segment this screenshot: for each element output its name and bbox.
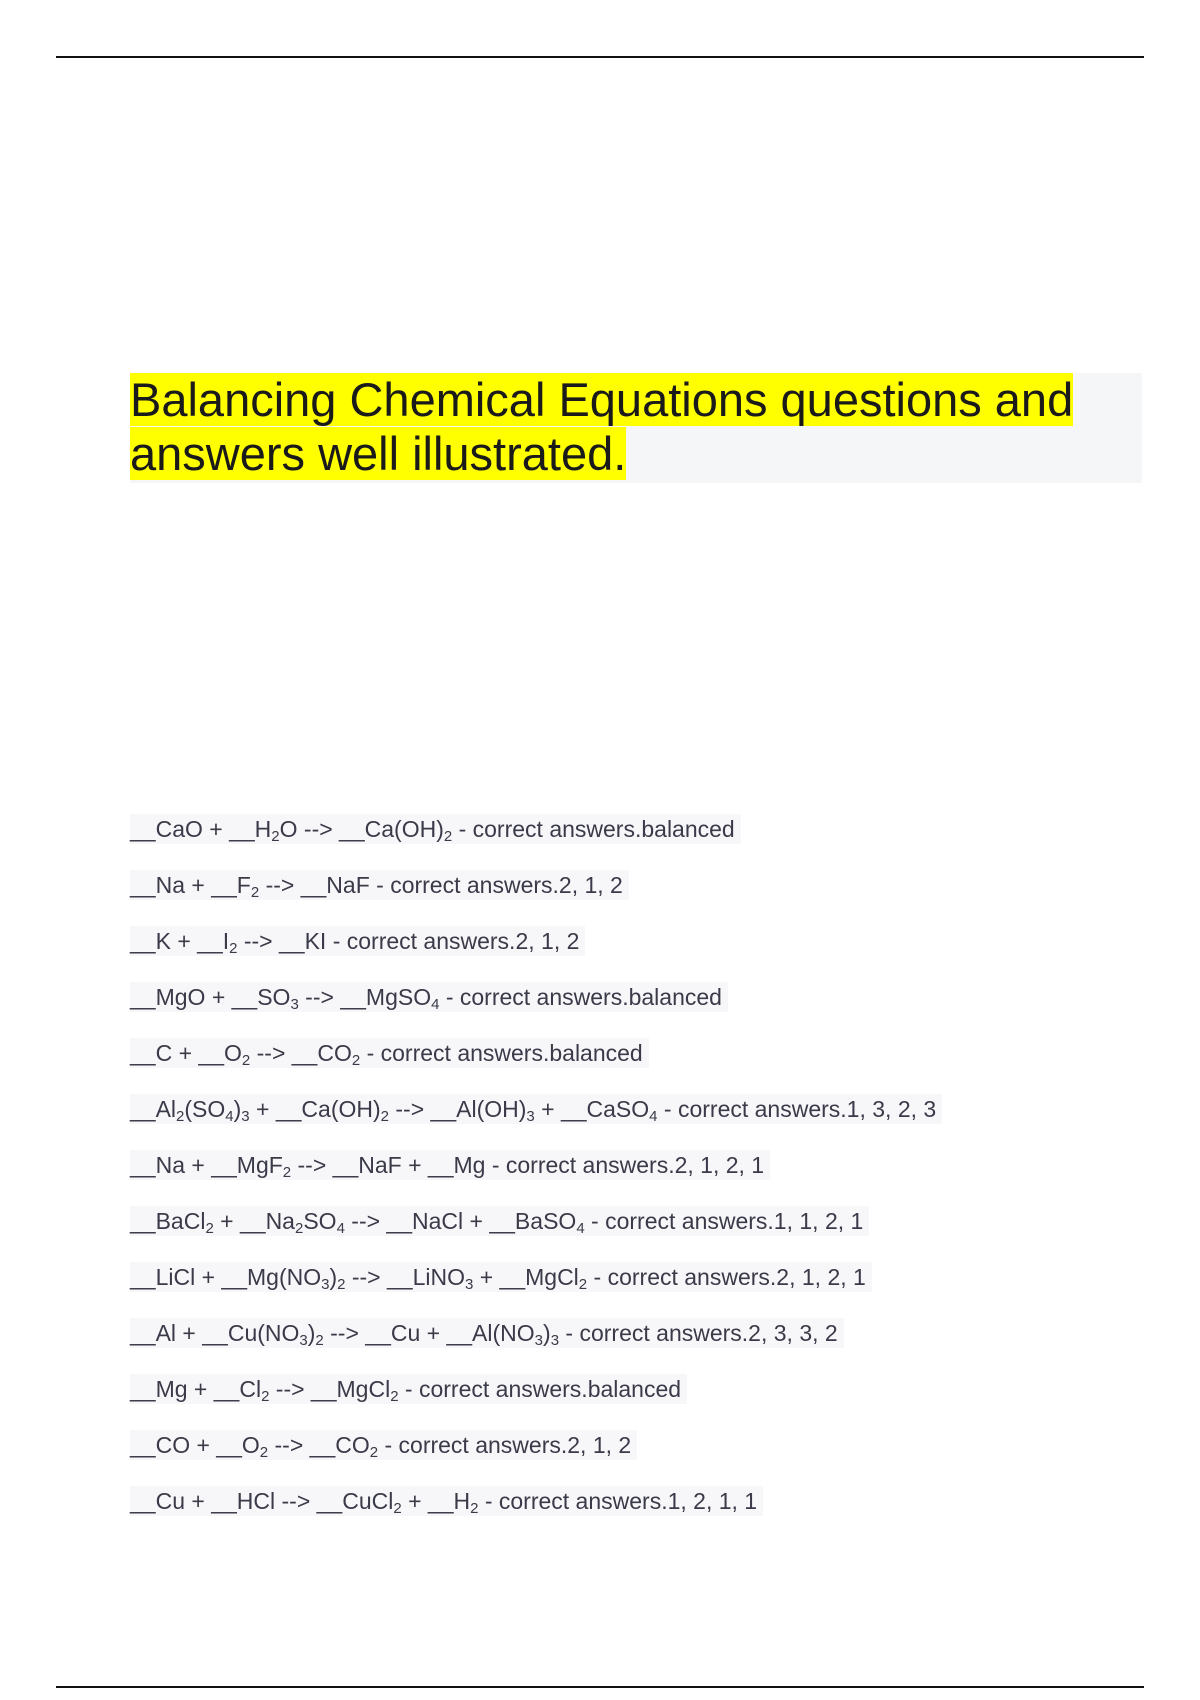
equation-text: - correct answers.1, 1, 2, 1 [584,1208,864,1234]
question-text [130,1150,770,1180]
equation-text: - correct answers.1, 3, 2, 3 [657,1096,937,1122]
document-title [130,373,1130,481]
question-text [130,982,728,1012]
title-block [130,373,1142,483]
question-item [130,1486,1130,1542]
subscript: 3 [464,1276,474,1293]
subscript: 2 [294,1220,304,1237]
subscript: 3 [241,1108,250,1125]
subscript: 2 [282,1164,292,1181]
question-item [130,1318,1130,1374]
equation-text: - correct answers.2, 3, 3, 2 [559,1320,838,1346]
question-text [130,1206,869,1236]
question-item [130,926,1130,982]
subscript: 2 [390,1388,399,1405]
equation-text: - correct answers.balanced [360,1040,643,1066]
subscript: 2 [470,1500,479,1517]
equation-text: --> __NaF - correct answers.2, 1, 2 [259,872,623,898]
equation-text: - correct answers.2, 1, 2, 1 [587,1264,866,1290]
question-item [130,982,1130,1038]
equation-text: __LiCl + __Mg(NO [130,1264,322,1290]
question-text [130,1374,687,1404]
equation-text: __Al [130,1096,177,1122]
subscript: 2 [259,1444,269,1461]
subscript: 4 [336,1220,345,1237]
subscript: 2 [393,1500,402,1517]
subscript: 2 [369,1444,379,1461]
subscript: 3 [550,1332,560,1349]
equation-text: __CO + __O [130,1432,260,1458]
equation-text: + __MgCl [473,1264,579,1290]
equation-text: O --> __Ca(OH) [279,816,444,842]
subscript: 2 [315,1332,324,1349]
equation-text: SO [303,1208,337,1234]
equation-text: --> __LiNO [345,1264,465,1290]
question-item [130,870,1130,926]
equation-text: ) [329,1264,338,1290]
equation-text: - correct answers.1, 2, 1, 1 [478,1488,758,1514]
equation-text: __Cu + __HCl --> __CuCl [130,1488,394,1514]
equation-text: (SO [184,1096,226,1122]
question-text [130,1318,844,1348]
question-item [130,1094,1130,1150]
subscript: 3 [526,1108,535,1125]
subscript: 2 [250,884,260,901]
question-text [130,1486,763,1516]
title-highlight: Balancing Chemical Equations questions and answers well illustrated. [130,373,1074,480]
equation-text: --> __NaCl + __BaSO [344,1208,577,1234]
subscript: 2 [261,1388,270,1405]
equation-text: + __CaSO [534,1096,650,1122]
equation-text: ) [307,1320,316,1346]
subscript: 2 [443,828,453,845]
top-rule [56,56,1144,58]
equation-text: --> __MgCl [269,1376,391,1402]
subscript: 2 [176,1108,185,1125]
equation-text: __BaCl [130,1208,206,1234]
equation-text: --> __CO [268,1432,370,1458]
subscript: 2 [271,828,280,845]
equation-text: __CaO + __H [130,816,272,842]
equation-text: __C + __O [130,1040,242,1066]
subscript: 4 [576,1220,585,1237]
question-list [130,814,1130,1542]
question-text [130,1094,942,1124]
question-text [130,1430,637,1460]
equation-text: __Na + __MgF [130,1152,283,1178]
equation-text: --> __KI - correct answers.2, 1, 2 [237,928,580,954]
question-item [130,1150,1130,1206]
subscript: 2 [241,1052,251,1069]
subscript: 4 [649,1108,658,1125]
subscript: 3 [534,1332,544,1349]
equation-text: - correct answers.balanced [439,984,722,1010]
question-text [130,926,585,956]
subscript: 3 [321,1276,330,1293]
question-item [130,1430,1130,1486]
subscript: 4 [431,996,440,1013]
subscript: 2 [205,1220,214,1237]
equation-text: + __Na [213,1208,295,1234]
subscript: 3 [299,1332,308,1349]
equation-text: - correct answers.2, 1, 2 [378,1432,632,1458]
equation-text: + __Ca(OH) [249,1096,381,1122]
subscript: 2 [380,1108,389,1125]
bottom-rule [56,1686,1144,1688]
subscript: 2 [578,1276,588,1293]
question-item [130,1206,1130,1262]
equation-text: --> __CO [250,1040,352,1066]
question-item [130,1262,1130,1318]
equation-text: ) [543,1320,551,1346]
subscript: 2 [229,940,238,957]
equation-text: __Al + __Cu(NO [130,1320,300,1346]
question-item [130,1374,1130,1430]
equation-text: --> __MgSO [298,984,432,1010]
equation-text: - correct answers.balanced [398,1376,682,1402]
subscript: 3 [290,996,299,1013]
equation-text: --> __Al(OH) [389,1096,527,1122]
question-text [130,870,629,900]
subscript: 4 [225,1108,234,1125]
question-text [130,1038,649,1068]
equation-text: __MgO + __SO [130,984,291,1010]
equation-text: __Na + __F [130,872,251,898]
question-text [130,1262,872,1292]
equation-text: - correct answers.balanced [452,816,735,842]
question-item [130,814,1130,870]
equation-text: + __H [401,1488,471,1514]
equation-text: --> __Cu + __Al(NO [323,1320,535,1346]
equation-text: --> __NaF + __Mg - correct answers.2, 1, 2, 1 [291,1152,765,1178]
equation-text: ) [233,1096,242,1122]
equation-text: __K + __I [130,928,230,954]
equation-text: __Mg + __Cl [130,1376,262,1402]
question-item [130,1038,1130,1094]
question-text [130,814,741,844]
subscript: 2 [337,1276,346,1293]
subscript: 2 [351,1052,361,1069]
